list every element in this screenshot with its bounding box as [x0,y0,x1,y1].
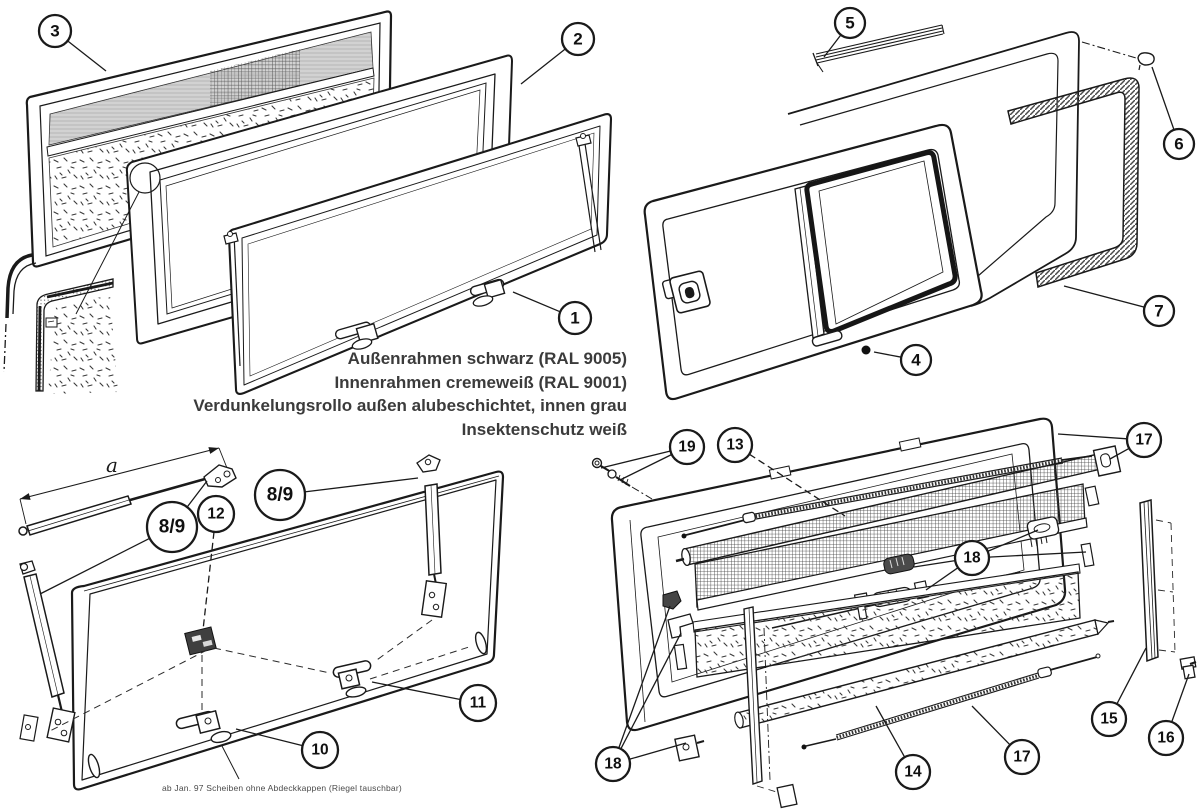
leader-line [521,49,565,84]
callout-number: 7 [1154,301,1164,321]
leader-line [972,706,1010,745]
callout-number: 16 [1157,729,1175,747]
callout-16 [1149,674,1189,755]
callout-number: 13 [726,436,744,454]
leader-line [874,352,901,357]
leader-line [620,455,672,481]
gas-strut-left [20,561,75,742]
leader-line [68,41,106,71]
leader-line [876,706,905,757]
assembly-roller-frame [593,419,1197,808]
callout-1 [513,292,591,334]
callout-number: 17 [1135,431,1153,449]
dimension-a-label: a [106,453,118,477]
callout-6 [1152,67,1194,159]
callout-number: 11 [469,694,487,712]
leader-line [1152,67,1174,130]
callout-number: 6 [1174,134,1184,154]
assembly-frame-stack [4,12,611,395]
spec-line-outer-frame: Außenrahmen schwarz (RAL 9005) [347,349,627,368]
callout-number: 1 [570,308,580,328]
callout-number: 18 [963,549,981,567]
callout-number: 8/9 [266,484,294,506]
leader-line [513,292,560,312]
callout-number: 17 [1013,748,1031,766]
callout-7 [1064,286,1174,326]
spec-line-blackout-blind: Verdunkelungsrollo außen alubeschichtet, innen grau [193,396,627,415]
callout-number: 8/9 [158,516,186,538]
callout-number: 12 [207,505,225,523]
rubber-seal-part7 [1008,78,1139,287]
leader-line [601,451,671,468]
callout-number: 5 [845,13,855,33]
leader-line [1058,434,1127,439]
side-rail-part15 [1140,500,1175,661]
callout-number: 3 [50,21,60,41]
callout-14 [876,706,930,789]
callout-17 [972,706,1039,774]
footnote: ab Jan. 97 Scheiben ohne Abdeckkappen (Riegel tauschbar) [162,783,402,793]
callout-number: 2 [573,29,583,49]
callout-4 [874,345,931,375]
callout-number: 10 [311,741,329,759]
leader-line [305,478,418,492]
callout-number: 15 [1100,710,1118,728]
callout-2 [521,23,594,84]
callout-5 [824,8,865,57]
callout-number: 18 [604,755,622,773]
callout-3 [39,15,106,71]
callout-number: 19 [678,438,696,456]
color-spec-text [67,347,627,441]
spec-line-inner-frame: Innenrahmen cremeweiß (RAL 9001) [334,372,627,392]
callout-number: 4 [911,350,921,370]
cap-part6 [1082,42,1154,70]
leader-line [1117,648,1146,704]
cover-strip-part5 [813,25,944,72]
callout-number: 14 [904,763,922,781]
spec-line-insect-screen: Insektenschutz weiß [461,419,627,439]
leader-line [1172,674,1189,722]
marker-dot-part4 [862,346,871,355]
callout-15 [1092,648,1146,736]
assembly-sliding-window [645,25,1154,399]
leader-line [1064,286,1145,307]
